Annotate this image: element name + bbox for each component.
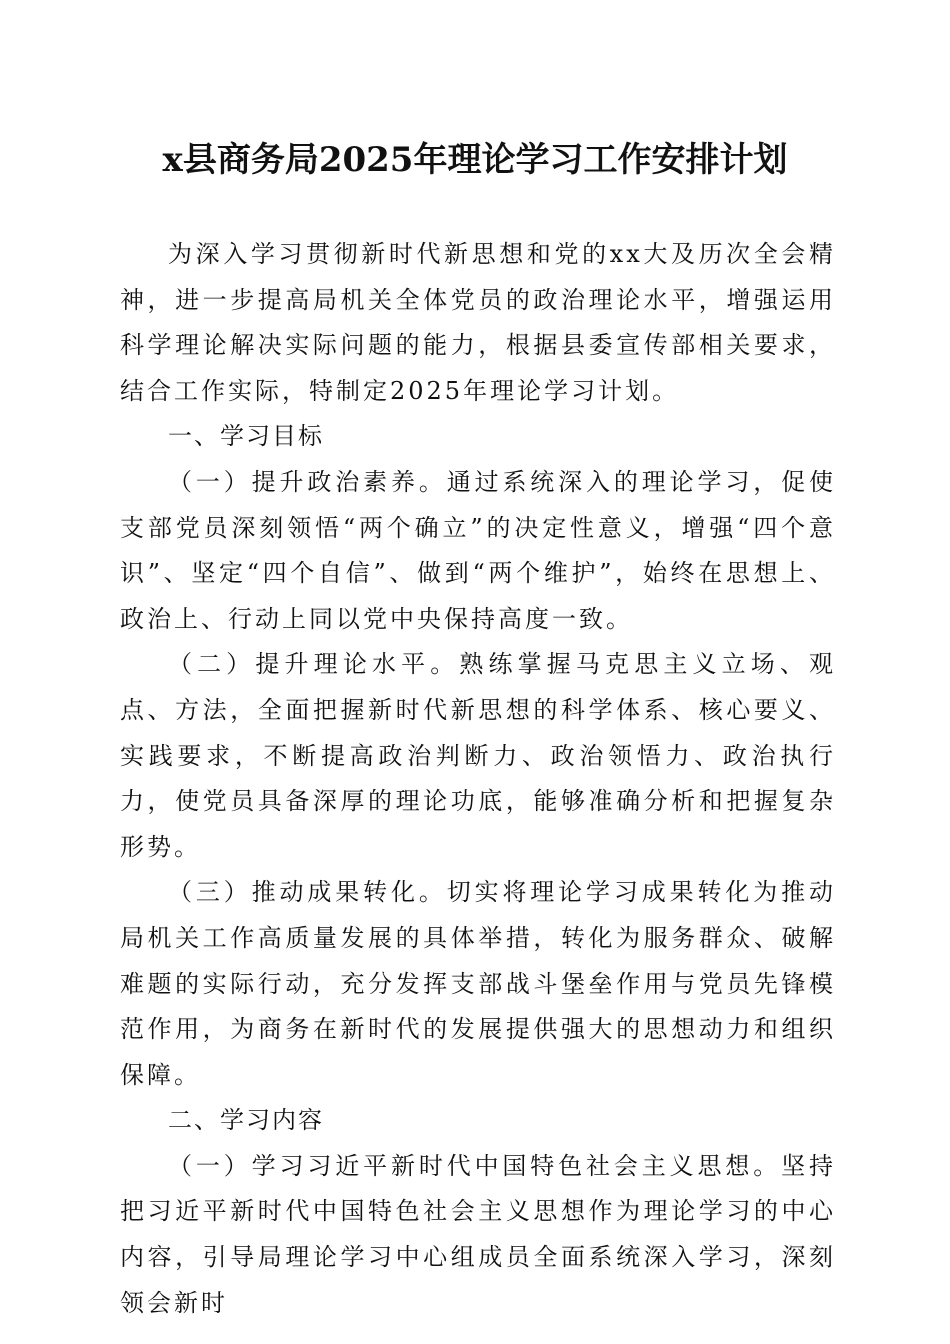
goal-item-2-text: 熟练掌握马克思主义立场、观点、方法，全面把握新时代新思想的科学体系、核心要义、实践要求，不断提高政治判断力、政治领悟力、政治执行力，使党员具备深厚的理论功底，能够准确分析和把握复杂形势。 [120, 650, 837, 861]
content-item-1-text: 坚持把习近平新时代中国特色社会主义思想作为理论学习的中心内容，引导局理论学习中心组成员全面系统深入学习，深刻领会新时 [120, 1151, 837, 1317]
section-heading-goals: 一、学习目标 [168, 422, 324, 451]
goal-item-1-lead: （一）提升政治素养。 [168, 467, 447, 496]
content-item-1 [120, 1144, 836, 1326]
goal-item-2 [120, 642, 836, 870]
document-title: x县商务局2025年理论学习工作安排计划 [162, 140, 788, 180]
document-body [120, 232, 836, 1326]
goal-item-3 [120, 870, 836, 1098]
goal-item-1 [120, 460, 836, 642]
section-heading-content: 二、学习内容 [168, 1106, 324, 1135]
intro-paragraph: 为深入学习贯彻新时代新思想和党的xx大及历次全会精神，进一步提高局机关全体党员的政治理论水平，增强运用科学理论解决实际问题的能力，根据县委宣传部相关要求，结合工作实际，特制定2025年理论学习计划。 [120, 240, 836, 405]
content-item-1-lead: （一）学习习近平新时代中国特色社会主义思想。 [168, 1151, 782, 1180]
goal-item-3-text: 切实将理论学习成果转化为推动局机关工作高质量发展的具体举措，转化为服务群众、破解难题的实际行动，充分发挥支部战斗堡垒作用与党员先锋模范作用，为商务在新时代的发展提供强大的思想动力和组织保障。 [120, 878, 837, 1089]
goal-item-1-text: 通过系统深入的理论学习，促使支部党员深刻领悟“两个确立”的决定性意义，增强“四个意识”、坚定“四个自信”、做到“两个维护”，始终在思想上、政治上、行动上同以党中央保持高度一致。 [120, 467, 837, 633]
goal-item-3-lead: （三）推动成果转化。 [168, 878, 447, 907]
goal-item-2-lead: （二）提升理论水平。 [168, 650, 460, 679]
